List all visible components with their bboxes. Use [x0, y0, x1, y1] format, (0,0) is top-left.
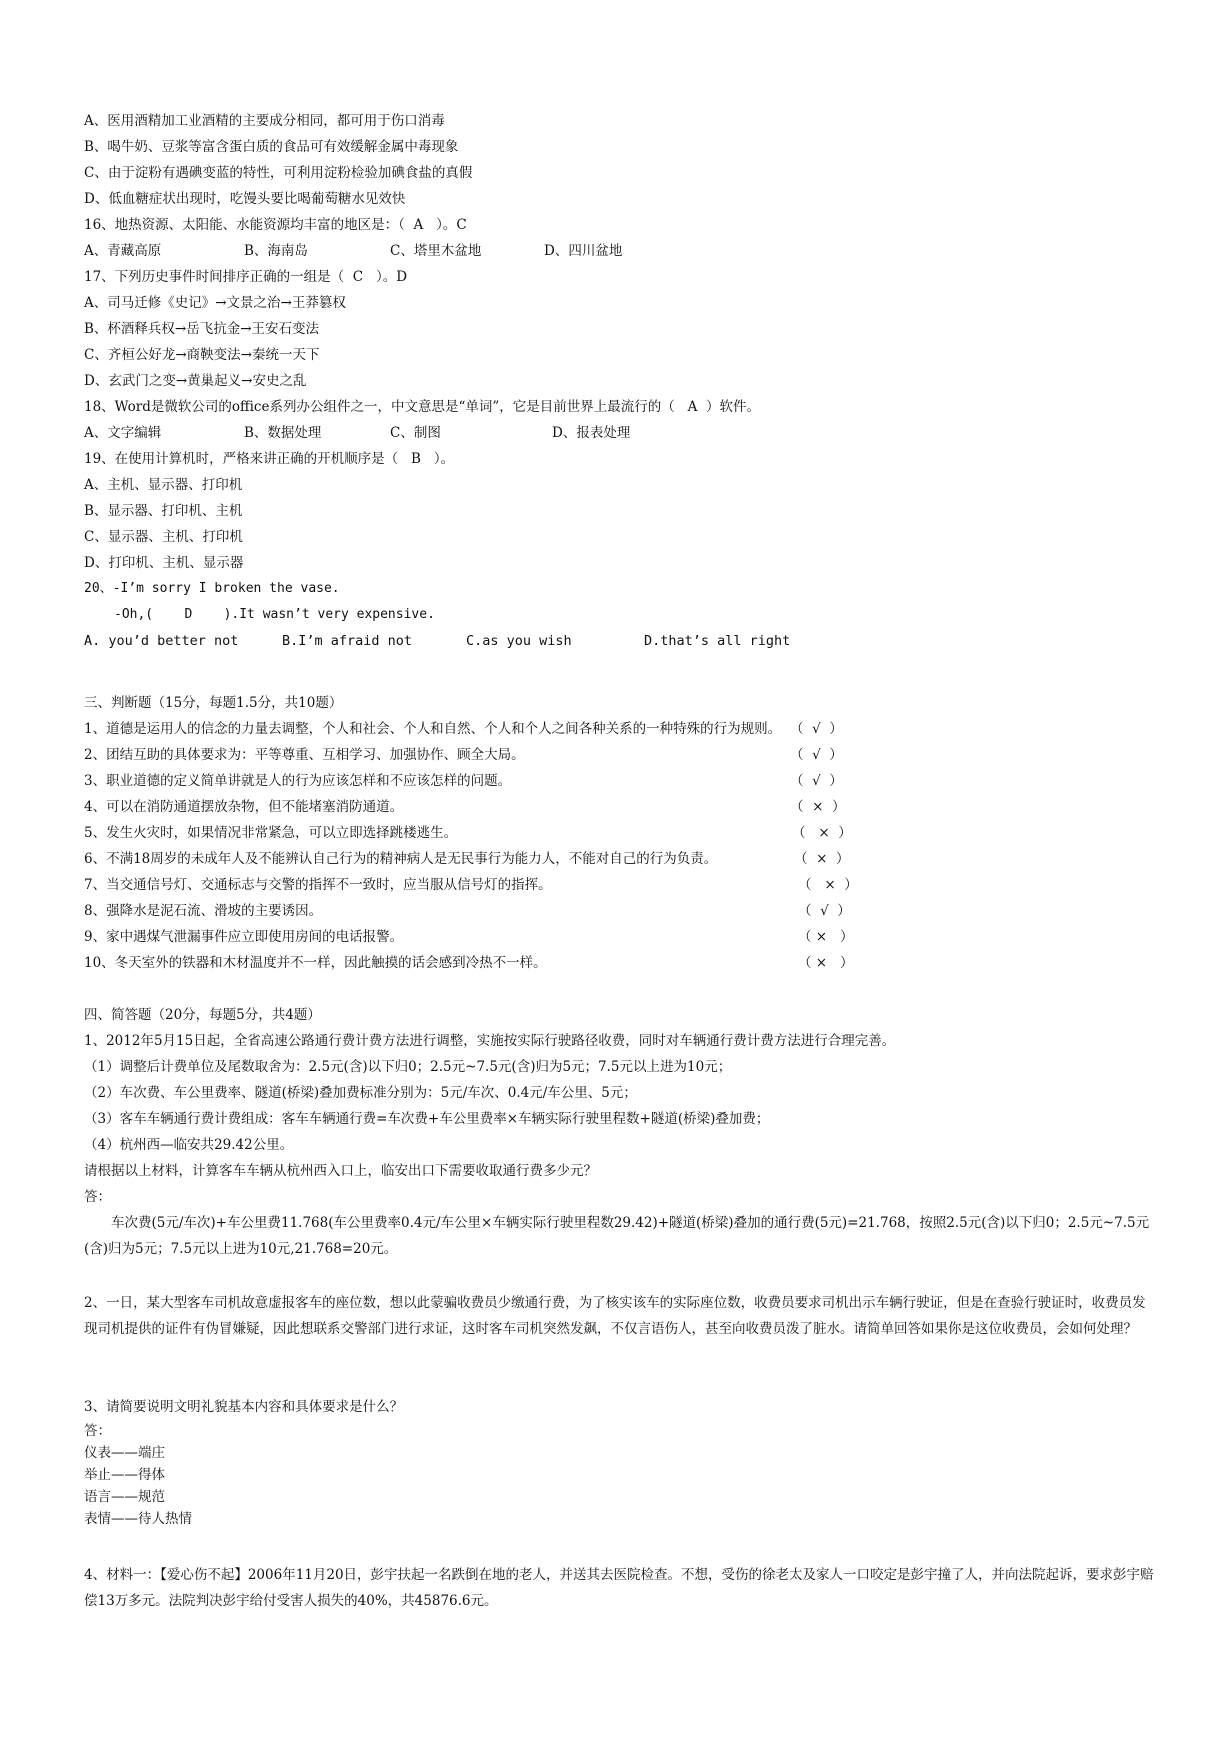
q18-option-a: A、文字编辑 [84, 425, 162, 441]
q19-option-c: C、显示器、主机、打印机 [84, 529, 243, 545]
q17-option-b: B、杯酒释兵权→岳飞抗金→王安石变法 [84, 321, 320, 337]
q17-option-d: D、玄武门之变→黄巢起义→安史之乱 [84, 373, 307, 389]
sa-q1-question: 请根据以上材料，计算客车车辆从杭州西入口上，临安出口下需要收取通行费多少元？ [84, 1163, 597, 1179]
sa-q3-answer-3: 语言——规范 [84, 1489, 165, 1505]
tf-item-2: 2、团结互助的具体要求为：平等尊重、互相学习、加强协作、顾全大局。 [84, 747, 525, 763]
sa-q3-answer-label: 答： [84, 1423, 111, 1439]
sa-q3-answer-2: 举止——得体 [84, 1467, 165, 1483]
q15-option-b: B、喝牛奶、豆浆等富含蛋白质的食品可有效缓解金属中毒现象 [84, 139, 459, 155]
tf-mark-9: （ × ） [798, 929, 854, 945]
q16-option-d: D、四川盆地 [544, 243, 623, 259]
q16-option-c: C、塔里木盆地 [390, 243, 482, 259]
tf-item-10: 10、冬天室外的铁器和木材温度并不一样，因此触摸的话会感到冷热不一样。 [84, 955, 547, 971]
tf-item-7: 7、当交通信号灯、交通标志与交警的指挥不一致时，应当服从信号灯的指挥。 [84, 877, 552, 893]
q19-option-b: B、显示器、打印机、主机 [84, 503, 243, 519]
q20-option-b: B.I’m afraid not [282, 633, 413, 649]
tf-item-5: 5、发生火灾时，如果情况非常紧急，可以立即选择跳楼逃生。 [84, 825, 458, 841]
sa-q1-stem: 1、2012年5月15日起，全省高速公路通行费计费方法进行调整，实施按实际行驶路径收费，同时对车辆通行费计费方法进行合理完善。 [84, 1033, 896, 1049]
q18-option-d: D、报表处理 [552, 425, 631, 441]
q19-option-d: D、打印机、主机、显示器 [84, 555, 244, 571]
q15-option-a: A、医用酒精加工业酒精的主要成分相同，都可用于伤口消毒 [84, 113, 445, 129]
q20-reply: -Oh,( D ).It wasn’t very expensive. [114, 607, 435, 622]
sa-q1-answer: 车次费(5元/车次)+车公里费11.768(车公里费率0.4元/车公里×车辆实际行驶里程数29.42)+隧道(桥梁)叠加的通行费(5元)=21.768，按照2.5元(含)以下归0；2.5元~7.5元(含)归为5元；7.5元以上进为10元,21.768=20元。 [84, 1215, 1150, 1257]
tf-item-8: 8、强降水是泥石流、滑坡的主要诱因。 [84, 903, 323, 919]
tf-mark-2: （ √ ） [790, 747, 843, 763]
q16-stem: 16、地热资源、太阳能、水能资源均丰富的地区是：（ A ）。C [84, 217, 467, 233]
tf-item-6: 6、不满18周岁的未成年人及不能辨认自己行为的精神病人是无民事行为能力人，不能对自己的行为负责。 [84, 851, 718, 867]
q20-stem: 20、-I’m sorry I broken the vase. [84, 581, 340, 596]
tf-mark-3: （ √ ） [790, 773, 843, 789]
sa-q3-stem: 3、请简要说明文明礼貌基本内容和具体要求是什么？ [84, 1399, 404, 1415]
tf-item-1: 1、道德是运用人的信念的力量去调整，个人和社会、个人和自然、个人和个人之间各种关系的一种特殊的行为规则。 [84, 721, 782, 737]
sa-section-heading: 四、简答题（20分，每题5分，共4题） [84, 1007, 321, 1023]
sa-q4-material-1: 4、材料一：【爱心伤不起】2006年11月20日，彭宇扶起一名跌倒在地的老人，并送其去医院检查。不想，受伤的徐老太及家人一口咬定是彭宇撞了人，并向法院起诉，要求彭宇赔偿13万多元。法院判决彭宇给付受害人损失的40%，共45876.6元。 [84, 1567, 1154, 1609]
sa-q2-stem: 2、一日，某大型客车司机故意虚报客车的座位数，想以此蒙骗收费员少缴通行费，为了核实该车的实际座位数，收费员要求司机出示车辆行驶证，但是在查验行驶证时，收费员发现司机提供的证件有伪冒嫌疑，因此想联系交警部门进行求证，这时客车司机突然发飙，不仅言语伤人，甚至向收费员泼了脏水。请简单回答如果你是这位收费员，会如何处理？ [84, 1295, 1146, 1337]
q17-stem: 17、下列历史事件时间排序正确的一组是（ C ）。D [84, 269, 408, 285]
sa-q1-condition-1: （1）调整后计费单位及尾数取舍为：2.5元(含)以下归0；2.5元~7.5元(含)归为5元；7.5元以上进为10元； [84, 1059, 732, 1075]
q17-option-c: C、齐桓公好龙→商鞅变法→秦统一天下 [84, 347, 320, 363]
q15-option-d: D、低血糖症状出现时，吃馒头要比喝葡萄糖水见效快 [84, 191, 406, 207]
sa-q1-answer-label: 答： [84, 1189, 111, 1205]
tf-mark-4: （ × ） [790, 799, 846, 815]
q19-stem: 19、在使用计算机时，严格来讲正确的开机顺序是（ B ）。 [84, 451, 455, 467]
tf-mark-8: （ √ ） [798, 903, 851, 919]
q18-option-b: B、数据处理 [244, 425, 322, 441]
tf-section-heading: 三、判断题（15分，每题1.5分，共10题） [84, 695, 343, 711]
tf-item-3: 3、职业道德的定义简单讲就是人的行为应该怎样和不应该怎样的问题。 [84, 773, 512, 789]
q18-stem: 18、Word是微软公司的office系列办公组件之一，中文意思是“单词”，它是目前世界上最流行的（ A ）软件。 [84, 399, 760, 415]
sa-q1-condition-4: （4）杭州西—临安共29.42公里。 [84, 1137, 294, 1153]
sa-q1-condition-2: （2）车次费、车公里费率、隧道(桥梁)叠加费标准分别为：5元/车次、0.4元/车公里、5元； [84, 1085, 637, 1101]
q16-option-a: A、青藏高原 [84, 243, 162, 259]
tf-item-9: 9、家中遇煤气泄漏事件应立即使用房间的电话报警。 [84, 929, 404, 945]
tf-item-4: 4、可以在消防通道摆放杂物，但不能堵塞消防通道。 [84, 799, 404, 815]
tf-mark-10: （ × ） [798, 955, 854, 971]
tf-mark-5: （ × ） [792, 825, 852, 841]
q16-option-b: B、海南岛 [244, 243, 308, 259]
sa-q3-answer-1: 仪表——端庄 [84, 1445, 165, 1461]
q19-option-a: A、主机、显示器、打印机 [84, 477, 243, 493]
sa-q3-answer-4: 表情——待人热情 [84, 1511, 192, 1527]
q20-option-d: D.that’s all right [644, 633, 791, 649]
tf-mark-1: （ √ ） [790, 721, 843, 737]
q15-option-c: C、由于淀粉有遇碘变蓝的特性，可利用淀粉检验加碘食盐的真假 [84, 165, 473, 181]
q18-option-c: C、制图 [390, 425, 441, 441]
sa-q1-condition-3: （3）客车车辆通行费计费组成：客车车辆通行费=车次费+车公里费率×车辆实际行驶里程数+隧道(桥梁)叠加费； [84, 1111, 770, 1127]
tf-mark-7: （ × ） [798, 877, 858, 893]
q17-option-a: A、司马迁修《史记》→文景之治→王莽篡权 [84, 295, 346, 311]
tf-mark-6: （ × ） [794, 851, 850, 867]
q20-option-a: A. you’d better not [84, 633, 239, 649]
q20-option-c: C.as you wish [466, 633, 572, 649]
